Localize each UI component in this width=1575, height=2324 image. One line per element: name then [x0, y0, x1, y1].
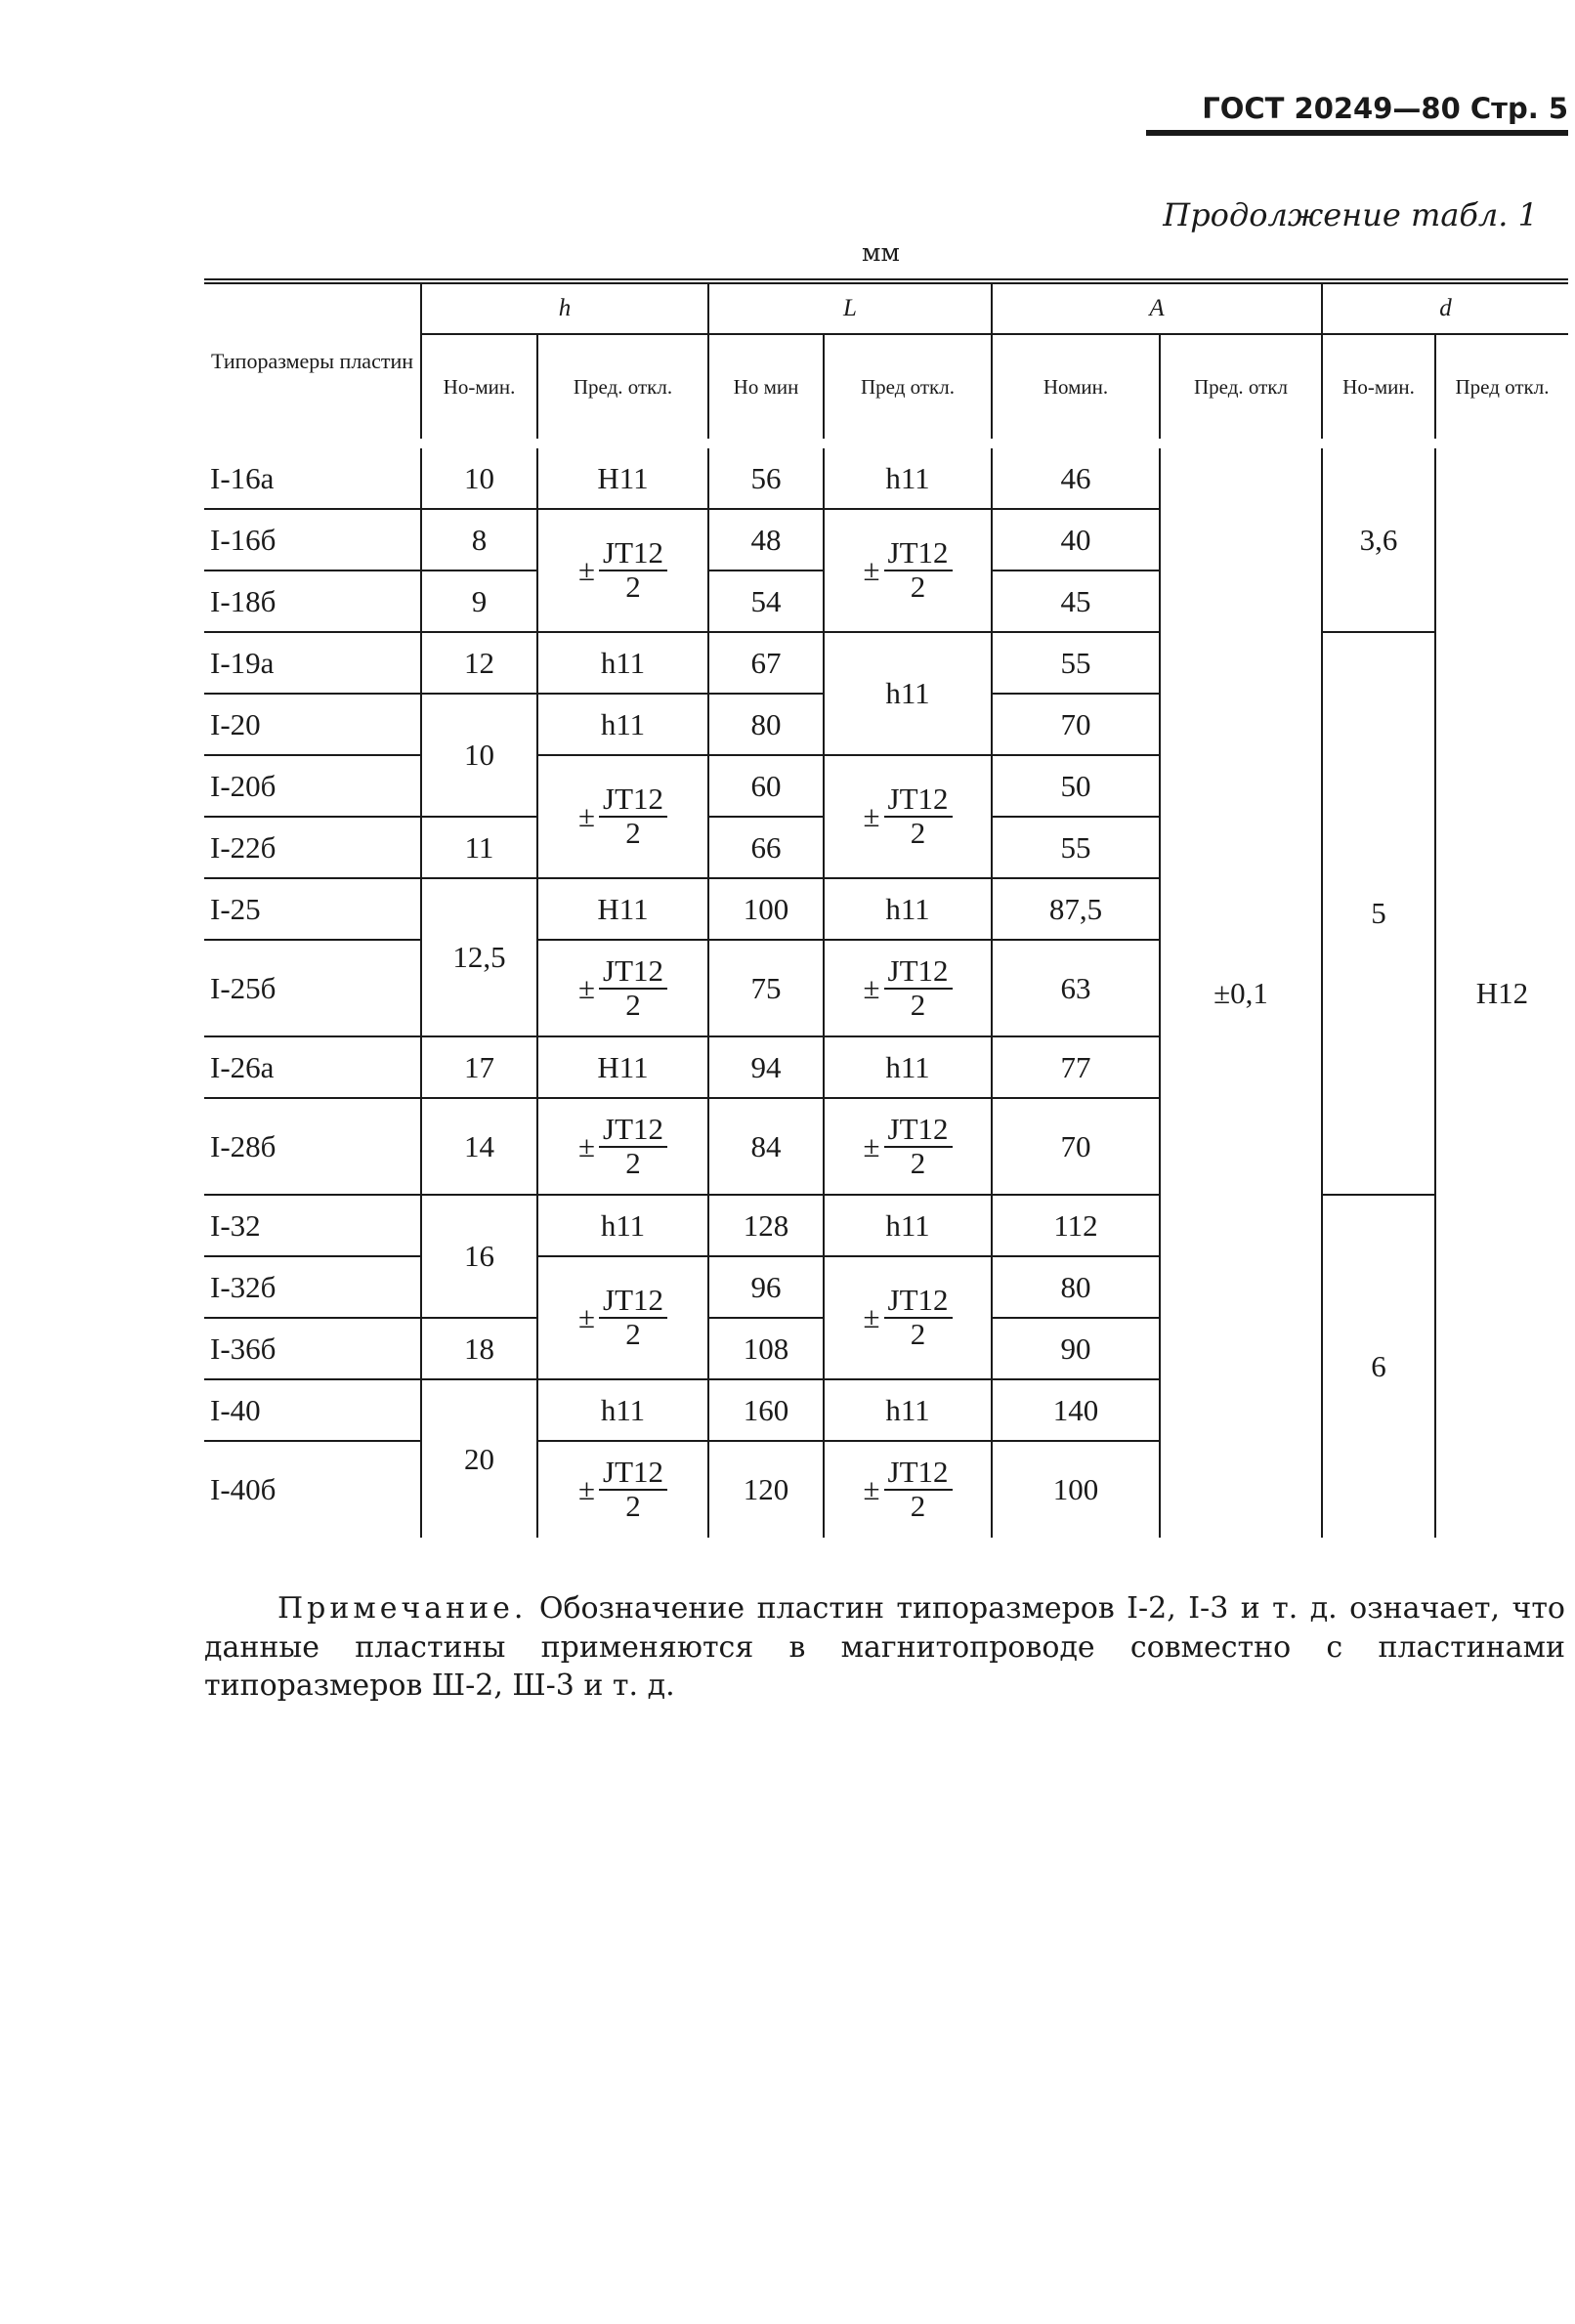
plate-name: I-36б [204, 1318, 421, 1379]
h-tolerance: h11 [537, 1379, 708, 1441]
h-nominal: 11 [421, 817, 537, 878]
fraction-numerator: JT12 [884, 783, 953, 818]
table-row [204, 444, 1568, 509]
A-nominal: 40 [992, 509, 1160, 570]
it-tolerance-fraction [863, 1457, 952, 1522]
h-nominal: 18 [421, 1318, 537, 1379]
header-d-nominal: Но-мин. [1322, 334, 1435, 444]
h-nominal: 9 [421, 570, 537, 632]
it-tolerance-fraction [577, 952, 667, 1022]
plate-name: I-26а [204, 1036, 421, 1098]
plus-minus-sign: ± [577, 799, 595, 833]
it-tolerance-fraction [863, 1111, 952, 1180]
fraction-numerator: JT12 [599, 537, 667, 571]
d-nominal: 6 [1322, 1195, 1435, 1538]
fraction-denominator: 2 [625, 570, 641, 604]
L-tolerance-it [824, 509, 992, 632]
header-A-nominal: Номин. [992, 334, 1160, 444]
h-nominal: 10 [421, 694, 537, 817]
fraction-denominator: 2 [625, 1489, 641, 1523]
h-tolerance: H11 [537, 444, 708, 509]
h-nominal: 12 [421, 632, 537, 694]
it-tolerance-fraction [577, 1111, 667, 1180]
fraction-denominator: 2 [910, 1489, 926, 1523]
h-tolerance: h11 [537, 632, 708, 694]
plus-minus-sign: ± [577, 1300, 595, 1334]
it-tolerance-fraction [863, 1285, 952, 1350]
L-tolerance: h11 [824, 444, 992, 509]
plus-minus-sign: ± [577, 1472, 595, 1506]
L-tolerance: h11 [824, 1195, 992, 1256]
h-tolerance-it [537, 509, 708, 632]
fraction-denominator: 2 [910, 1145, 926, 1180]
L-nominal: 120 [708, 1441, 824, 1538]
plate-name: I-28б [204, 1098, 421, 1195]
table-note [204, 1589, 1565, 1706]
it-tolerance-fraction [578, 1457, 667, 1522]
L-nominal: 66 [708, 817, 824, 878]
fraction-numerator: JT12 [884, 1114, 953, 1148]
h-nominal: 8 [421, 509, 537, 570]
plus-minus-sign: ± [863, 799, 880, 833]
h-tolerance-it [537, 755, 708, 878]
A-nominal: 112 [992, 1195, 1160, 1256]
A-nominal: 55 [992, 817, 1160, 878]
h-tolerance: H11 [537, 1036, 708, 1098]
units-label: мм [862, 238, 900, 267]
A-nominal: 63 [992, 940, 1160, 1036]
plate-name: I-22б [204, 817, 421, 878]
fraction-numerator: JT12 [599, 1457, 667, 1491]
it-tolerance-fraction [578, 537, 667, 603]
header-L: L [708, 281, 992, 334]
d-deviation: H12 [1435, 444, 1568, 1538]
fraction-denominator: 2 [910, 987, 926, 1022]
h-tolerance-it [537, 940, 708, 1036]
A-nominal: 80 [992, 1256, 1160, 1318]
fraction-numerator: JT12 [884, 1285, 953, 1319]
h-nominal: 16 [421, 1195, 537, 1318]
A-nominal: 45 [992, 570, 1160, 632]
plate-name: I-20б [204, 755, 421, 817]
plate-name: I-18б [204, 570, 421, 632]
header-L-nominal: Но мин [708, 334, 824, 444]
fraction-numerator: JT12 [884, 955, 953, 990]
h-tolerance-it [537, 1098, 708, 1195]
L-nominal: 67 [708, 632, 824, 694]
L-tolerance: h11 [824, 1379, 992, 1441]
header-h-nominal: Но-мин. [421, 334, 537, 444]
L-nominal: 96 [708, 1256, 824, 1318]
L-tolerance-it [824, 755, 992, 878]
A-nominal: 55 [992, 632, 1160, 694]
h-nominal: 20 [421, 1379, 537, 1538]
it-tolerance-fraction [863, 783, 952, 849]
L-nominal: 160 [708, 1379, 824, 1441]
h-tolerance: h11 [537, 694, 708, 755]
plus-minus-sign: ± [863, 1300, 880, 1334]
h-nominal: 12,5 [421, 878, 537, 1036]
table-row [204, 632, 1568, 694]
header-d: d [1322, 281, 1568, 334]
d-nominal: 3,6 [1322, 444, 1435, 632]
plate-name: I-20 [204, 694, 421, 755]
h-tolerance: H11 [537, 878, 708, 940]
h-tolerance-it [537, 1256, 708, 1379]
h-nominal: 10 [421, 444, 537, 509]
A-deviation: ±0,1 [1160, 444, 1322, 1538]
L-nominal: 108 [708, 1318, 824, 1379]
L-nominal: 128 [708, 1195, 824, 1256]
L-tolerance: h11 [824, 1036, 992, 1098]
plate-name: I-25 [204, 878, 421, 940]
plus-minus-sign: ± [863, 970, 880, 1005]
A-nominal: 100 [992, 1441, 1160, 1538]
plate-name: I-16б [204, 509, 421, 570]
header-A: A [992, 281, 1322, 334]
A-nominal: 70 [992, 1098, 1160, 1195]
plate-name: I-25б [204, 940, 421, 1036]
plus-minus-sign: ± [863, 553, 880, 587]
h-nominal: 14 [421, 1098, 537, 1195]
table-continuation-caption: Продолжение табл. 1 [1163, 196, 1538, 233]
plus-minus-sign: ± [577, 1128, 595, 1163]
plate-name: I-40 [204, 1379, 421, 1441]
plates-dimensions-table [204, 278, 1568, 1538]
plate-name: I-19а [204, 632, 421, 694]
L-nominal: 60 [708, 755, 824, 817]
fraction-numerator: JT12 [599, 1114, 667, 1148]
L-nominal: 54 [708, 570, 824, 632]
fraction-numerator: JT12 [599, 955, 667, 990]
header-h-deviation: Пред. откл. [537, 334, 708, 444]
L-nominal: 80 [708, 694, 824, 755]
fraction-denominator: 2 [625, 816, 641, 850]
header-L-deviation: Пред откл. [824, 334, 992, 444]
L-tolerance-it [824, 1256, 992, 1379]
note-text: Обозначение пластин типоразмеров I-2, I-3 и т. д. означает, что данные пластины применяются в магнитопроводе совместно с пластинами типоразмеров Ш-2, Ш-3 и т. д. [204, 1591, 1565, 1704]
plate-name: I-40б [210, 1472, 277, 1506]
it-tolerance-fraction [578, 1285, 667, 1350]
d-nominal: 5 [1322, 632, 1435, 1195]
plus-minus-sign: ± [863, 1128, 880, 1163]
page-header: ГОСТ 20249—80 Стр. 5 [1146, 92, 1568, 136]
fraction-denominator: 2 [910, 1317, 926, 1351]
fraction-denominator: 2 [625, 1145, 641, 1180]
L-tolerance-it [824, 1098, 992, 1195]
L-tolerance: h11 [824, 878, 992, 940]
L-tolerance-it [824, 1441, 992, 1538]
table-row [204, 1195, 1568, 1256]
note-label: Примечание. [277, 1591, 528, 1626]
A-nominal: 46 [992, 444, 1160, 509]
plus-minus-sign: ± [577, 970, 595, 1005]
plus-minus-sign: ± [863, 1472, 880, 1506]
A-nominal: 87,5 [992, 878, 1160, 940]
it-tolerance-fraction [863, 952, 952, 1022]
plus-minus-sign: ± [577, 553, 595, 587]
A-nominal: 70 [992, 694, 1160, 755]
L-nominal: 94 [708, 1036, 824, 1098]
L-tolerance: h11 [824, 632, 992, 755]
fraction-denominator: 2 [910, 816, 926, 850]
A-nominal: 50 [992, 755, 1160, 817]
A-nominal: 140 [992, 1379, 1160, 1441]
L-nominal: 75 [708, 940, 824, 1036]
A-nominal: 90 [992, 1318, 1160, 1379]
L-nominal: 84 [708, 1098, 824, 1195]
fraction-denominator: 2 [910, 570, 926, 604]
fraction-denominator: 2 [625, 987, 641, 1022]
fraction-numerator: JT12 [599, 1285, 667, 1319]
A-nominal: 77 [992, 1036, 1160, 1098]
h-nominal: 17 [421, 1036, 537, 1098]
it-tolerance-fraction [578, 783, 667, 849]
it-tolerance-fraction [863, 537, 952, 603]
plate-name: I-16а [204, 444, 421, 509]
fraction-denominator: 2 [625, 1317, 641, 1351]
L-nominal: 48 [708, 509, 824, 570]
L-tolerance-it [824, 940, 992, 1036]
fraction-numerator: JT12 [884, 1457, 953, 1491]
plate-name: I-32 [204, 1195, 421, 1256]
fraction-numerator: JT12 [884, 537, 953, 571]
header-d-deviation: Пред откл. [1435, 334, 1568, 444]
h-tolerance-it [537, 1441, 708, 1538]
header-plate-sizes: Типоразмеры пластин [211, 349, 413, 373]
header-A-deviation: Пред. откл [1160, 334, 1322, 444]
h-tolerance: h11 [537, 1195, 708, 1256]
L-nominal: 100 [708, 878, 824, 940]
fraction-numerator: JT12 [599, 783, 667, 818]
header-h: h [421, 281, 708, 334]
L-nominal: 56 [708, 444, 824, 509]
plate-name: I-32б [204, 1256, 421, 1318]
